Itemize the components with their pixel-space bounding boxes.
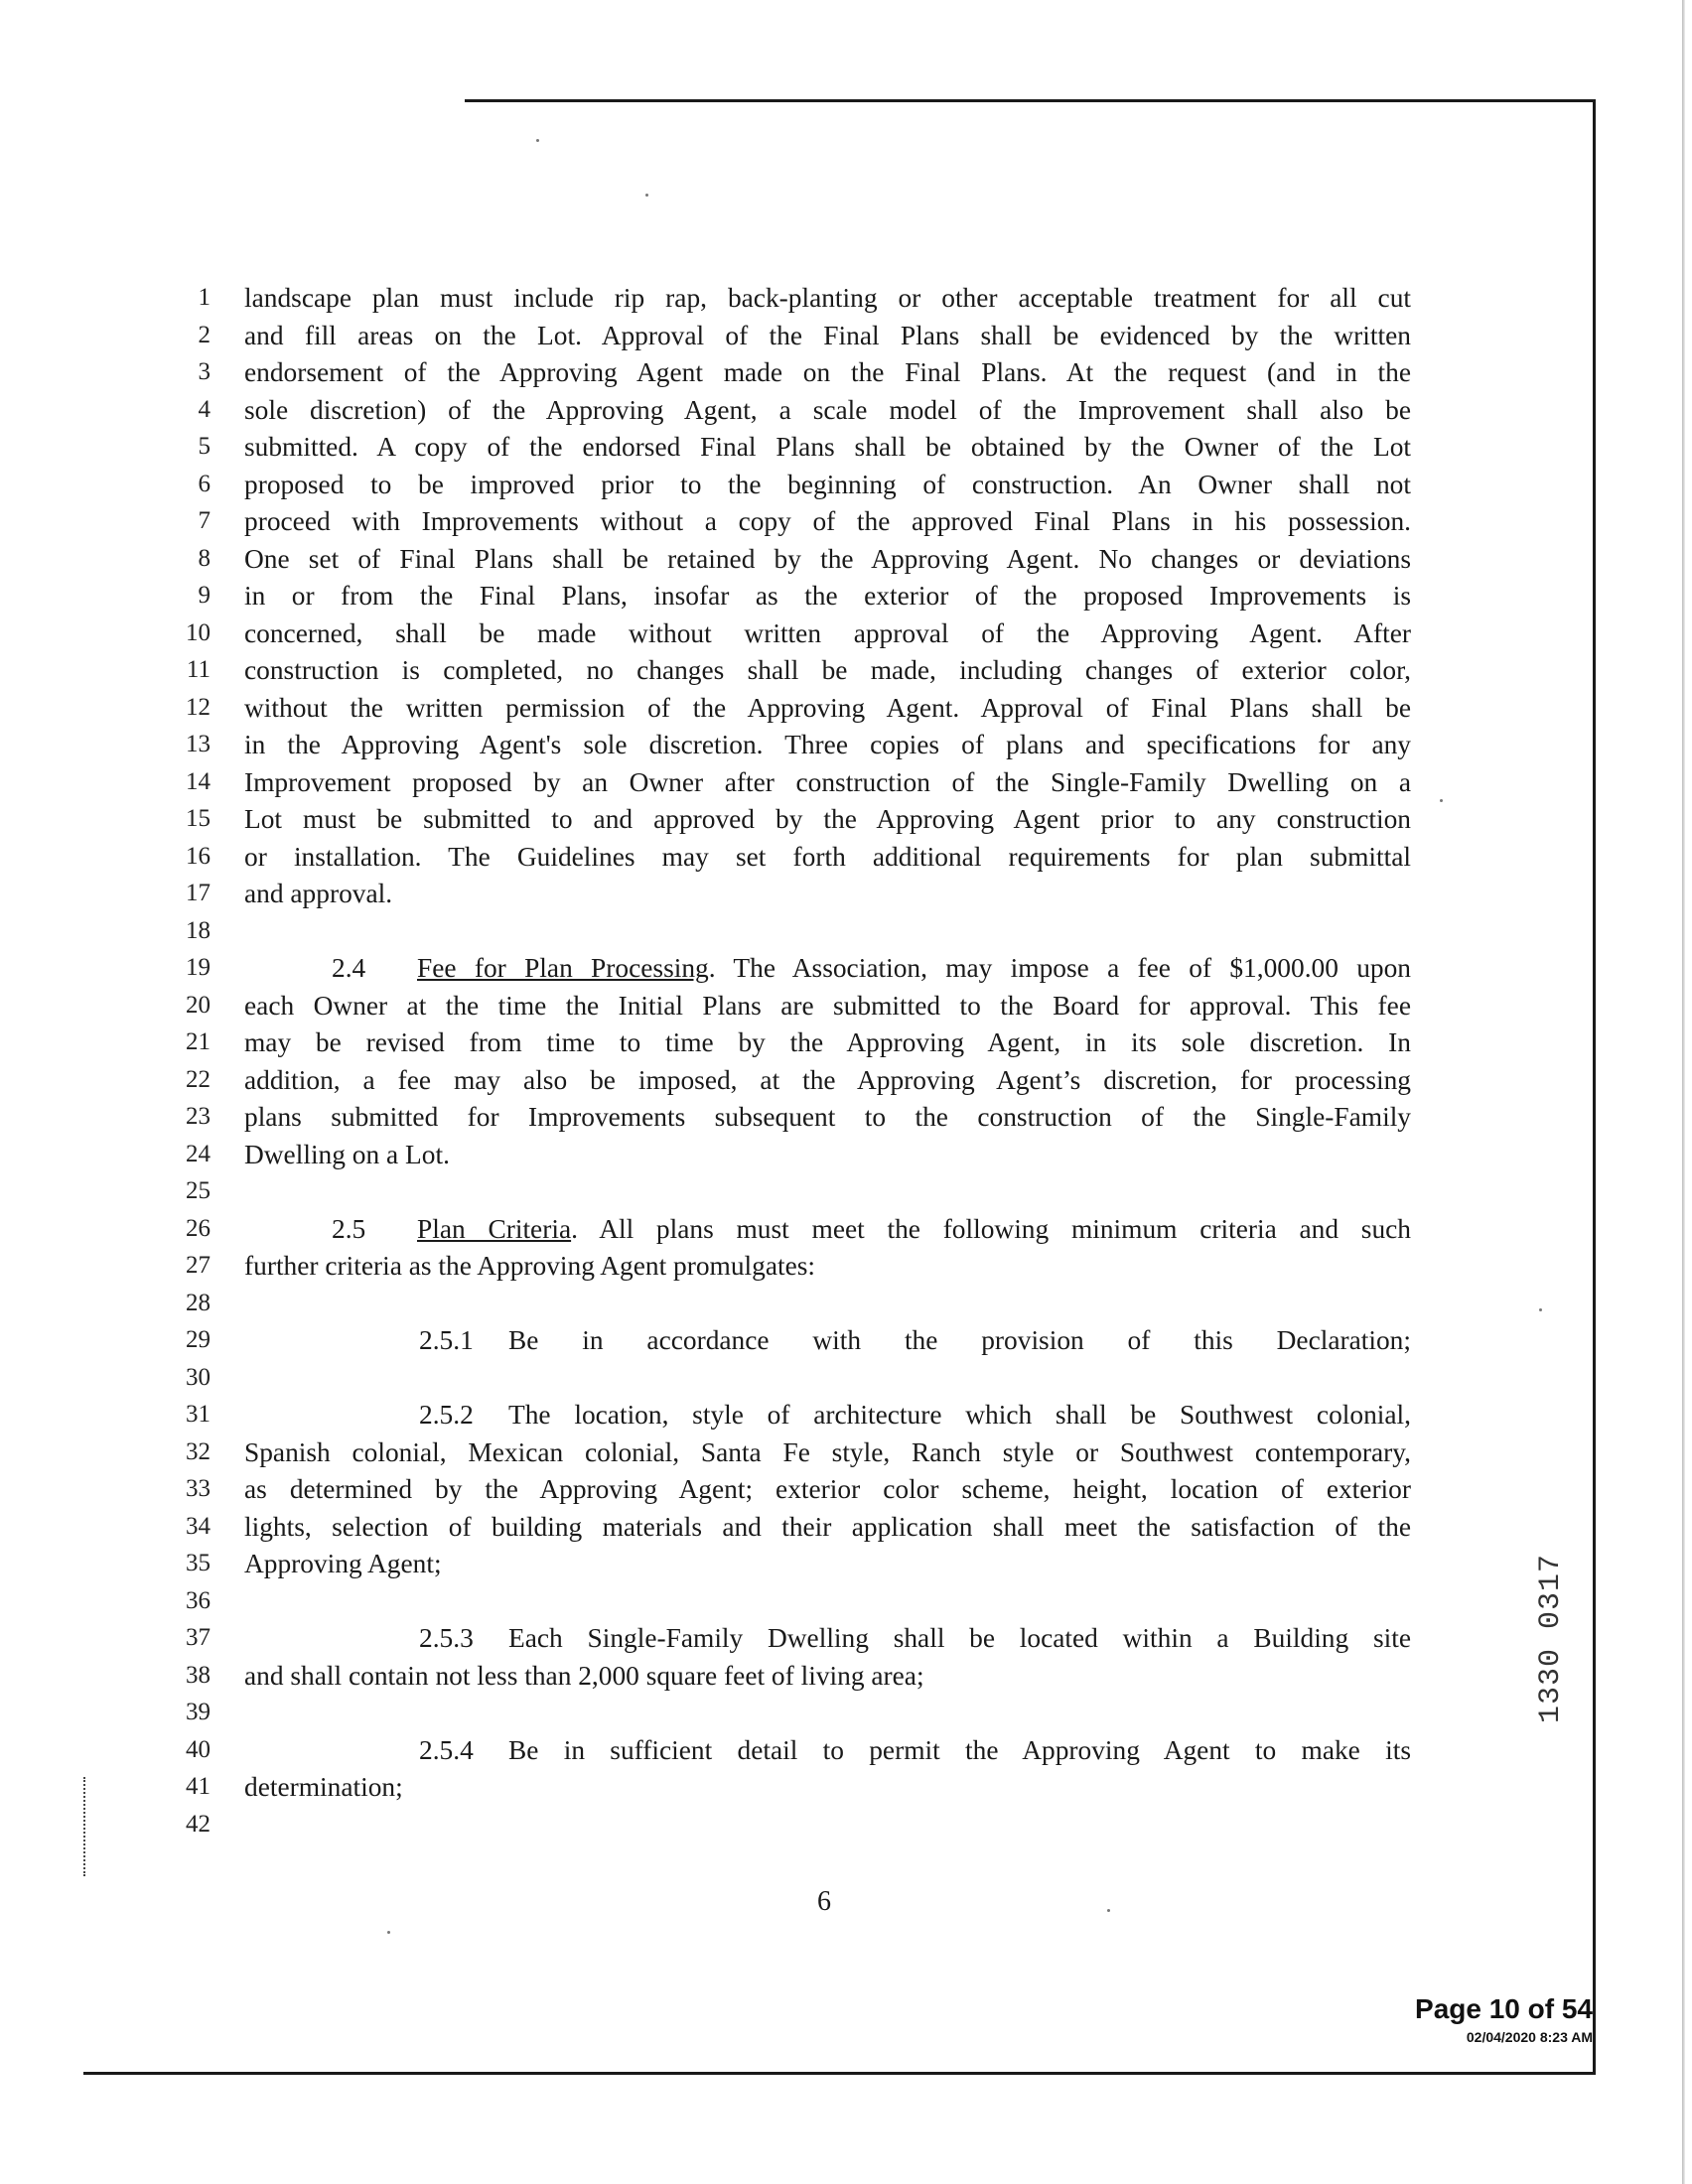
body-line: Approving Agent;	[244, 1549, 442, 1578]
line-number: 5	[198, 433, 211, 460]
body-line: Dwelling on a Lot.	[244, 1139, 450, 1169]
body-line	[244, 1289, 1411, 1326]
line-number: 15	[186, 805, 211, 832]
line-number: 37	[186, 1624, 211, 1651]
body-line	[244, 916, 1411, 954]
line-number: 38	[186, 1661, 211, 1689]
body-line: in the Approving Agent's sole discretion. Three copies of plans and specifications for any	[244, 730, 1411, 759]
line-number: 7	[198, 507, 211, 534]
bottom-rule	[83, 2072, 1596, 2075]
top-rule	[465, 99, 1595, 102]
body-line: determination;	[244, 1772, 403, 1802]
line-number: 19	[186, 954, 211, 981]
body-line: and shall contain not less than 2,000 square feet of living area;	[244, 1660, 924, 1691]
section-text: . The Association, may impose a fee of $1,000.00 upon	[708, 953, 1411, 983]
section-heading: Plan Criteria	[417, 1213, 572, 1244]
line-number: 26	[186, 1214, 211, 1242]
line-number: 32	[186, 1437, 211, 1465]
line-number: 14	[186, 767, 211, 795]
scan-speck	[387, 1931, 390, 1934]
scan-speck	[1539, 1308, 1542, 1311]
line-number: 3	[198, 358, 211, 385]
line-number: 12	[186, 693, 211, 721]
body-line: without the written permission of the Approving Agent. Approval of Final Plans shall be	[244, 692, 1411, 723]
line-number: 6	[198, 470, 211, 497]
body-line: plans submitted for Improvements subsequent to the construction of the Single-Family	[244, 1102, 1411, 1132]
body-line	[244, 1586, 1411, 1624]
scan-edge	[1682, 0, 1685, 2184]
body-line	[244, 1214, 1411, 1252]
body-line	[244, 953, 1411, 991]
body-line: sole discretion) of the Approving Agent, a scale model of the Improvement shall also be	[244, 394, 1411, 425]
scan-speck	[645, 194, 648, 197]
line-number: 8	[198, 544, 211, 572]
body-line: addition, a fee may also be imposed, at the Approving Agent’s discretion, for processing	[244, 1064, 1411, 1095]
section-number: 2.5	[332, 1213, 366, 1244]
body-line: Improvement proposed by an Owner after construction of the Single-Family Dwelling on a	[244, 766, 1411, 797]
body-line: further criteria as the Approving Agent promulgates:	[244, 1251, 816, 1281]
body-line: each Owner at the time the Initial Plans are submitted to the Board for approval. This fee	[244, 990, 1411, 1021]
line-number: 34	[186, 1512, 211, 1540]
body-line: may be revised from time to time by the Approving Agent, in its sole discretion. In	[244, 1027, 1411, 1057]
line-number: 35	[186, 1550, 211, 1576]
line-number: 28	[186, 1289, 211, 1316]
scan-margin-dots	[83, 1777, 85, 1876]
body-line: in or from the Final Plans, insofar as the exterior of the proposed Improvements is	[244, 581, 1411, 611]
body-line	[244, 1400, 1411, 1437]
body-line: and fill areas on the Lot. Approval of the Final Plans shall be evidenced by the written	[244, 320, 1411, 350]
section-number: 2.4	[332, 953, 366, 983]
body-line	[244, 1698, 1411, 1735]
body-line: Lot must be submitted to and approved by the Approving Agent prior to any construction	[244, 804, 1411, 834]
scan-speck	[1440, 799, 1443, 802]
line-number: 16	[186, 842, 211, 870]
line-number: 27	[186, 1252, 211, 1279]
body-line: endorsement of the Approving Agent made on the Final Plans. At the request (and in the	[244, 357, 1411, 387]
body-line	[244, 1363, 1411, 1401]
section-text: . All plans must meet the following minimum criteria and such	[571, 1213, 1412, 1244]
line-number: 9	[198, 582, 211, 609]
section-text: Each Single-Family Dwelling shall be located within a Building site	[508, 1623, 1411, 1653]
line-number: 1	[198, 284, 211, 311]
line-number: 23	[186, 1103, 211, 1130]
body-line: submitted. A copy of the endorsed Final Plans shall be obtained by the Owner of the Lot	[244, 432, 1411, 462]
body-line: proceed with Improvements without a copy of the approved Final Plans in his possession.	[244, 506, 1411, 536]
line-number: 10	[186, 618, 211, 646]
section-number: 2.5.4	[419, 1734, 474, 1765]
line-number: 21	[186, 1028, 211, 1055]
line-number: 11	[186, 656, 211, 683]
line-number: 2	[198, 321, 211, 348]
section-text: Be in accordance with the provision of this Declaration;	[508, 1325, 1411, 1355]
section-text: Be in sufficient detail to permit the Approving Agent to make its	[508, 1734, 1411, 1765]
line-number: 31	[186, 1401, 211, 1428]
line-number: 22	[186, 1065, 211, 1093]
line-number: 40	[186, 1735, 211, 1763]
line-number: 41	[186, 1773, 211, 1800]
line-number: 20	[186, 991, 211, 1019]
line-number: 13	[186, 731, 211, 757]
section-number: 2.5.1	[419, 1325, 474, 1355]
section-number: 2.5.3	[419, 1623, 474, 1653]
line-number: 24	[186, 1140, 211, 1167]
line-number: 36	[186, 1586, 211, 1614]
body-line: landscape plan must include rip rap, back-planting or other acceptable treatment for all cut	[244, 283, 1411, 313]
line-number: 25	[186, 1177, 211, 1204]
body-line: proposed to be improved prior to the beginning of construction. An Owner shall not	[244, 469, 1411, 499]
line-number: 18	[186, 916, 211, 944]
body-line	[244, 1176, 1411, 1214]
section-heading: Fee for Plan Processing	[417, 953, 709, 983]
body-line: One set of Final Plans shall be retained by the Approving Agent. No changes or deviations	[244, 543, 1411, 574]
document-body	[244, 283, 1411, 1846]
scan-speck	[536, 139, 539, 142]
line-number: 17	[186, 880, 211, 906]
body-line: or installation. The Guidelines may set forth additional requirements for plan submittal	[244, 841, 1411, 872]
body-line: as determined by the Approving Agent; exterior color scheme, height, location of exterior	[244, 1474, 1411, 1504]
page-indicator: Page 10 of 54	[1415, 1993, 1593, 2024]
section-text: The location, style of architecture which shall be Southwest colonial,	[508, 1400, 1411, 1430]
recording-stamp: 1330 0317	[1534, 1554, 1568, 1724]
body-line	[244, 1623, 1411, 1661]
body-line	[244, 1325, 1411, 1363]
line-number: 33	[186, 1475, 211, 1502]
frame-right-rule	[1593, 99, 1596, 2075]
line-number-column	[149, 283, 211, 1846]
timestamp: 02/04/2020 8:23 AM	[1466, 2029, 1593, 2045]
body-line: Spanish colonial, Mexican colonial, Santa Fe style, Ranch style or Southwest contemporary,	[244, 1436, 1411, 1467]
body-line: lights, selection of building materials and their application shall meet the satisfaction of the	[244, 1511, 1411, 1542]
page-number: 6	[817, 1886, 831, 1917]
line-number: 29	[186, 1326, 211, 1353]
line-number: 30	[186, 1363, 211, 1391]
section-number: 2.5.2	[419, 1400, 474, 1430]
line-number: 42	[186, 1810, 211, 1838]
body-line	[244, 1735, 1411, 1773]
body-line: concerned, shall be made without written approval of the Approving Agent. After	[244, 617, 1411, 648]
line-number: 4	[198, 395, 211, 423]
body-line: and approval.	[244, 879, 393, 908]
scan-speck	[1107, 1909, 1110, 1912]
body-line: construction is completed, no changes shall be made, including changes of exterior color,	[244, 655, 1411, 685]
body-line	[244, 1810, 1411, 1847]
line-number: 39	[186, 1699, 211, 1725]
